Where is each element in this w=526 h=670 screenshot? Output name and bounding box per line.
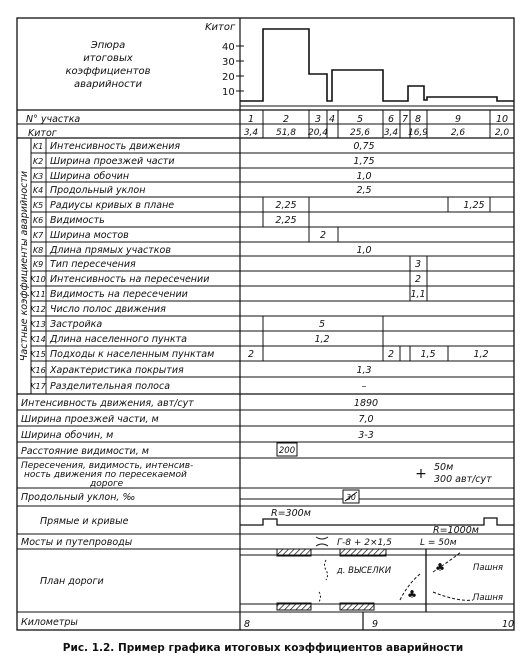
field-label: Пашня xyxy=(472,593,504,603)
section-number: 5 xyxy=(356,114,364,125)
epure-tick-30: 30 xyxy=(222,57,235,68)
coef-value: 0,75 xyxy=(353,141,375,152)
info-value: 7,0 xyxy=(358,414,374,425)
info-label: дороге xyxy=(90,479,124,489)
coef-code: K16 xyxy=(30,366,46,375)
info-label: Мосты и путепроводы xyxy=(21,537,133,548)
km-value: 8 xyxy=(244,619,251,630)
plan-curve-line xyxy=(240,518,514,525)
coef-value: 2 xyxy=(387,349,395,360)
coef-value: 1,1 xyxy=(410,289,426,300)
coef-value: 1,0 xyxy=(356,245,372,256)
coef-code: K9 xyxy=(32,260,44,269)
info-label: Интенсивность движения, авт/сут xyxy=(21,398,194,409)
kitog-value: 3,4 xyxy=(243,128,259,138)
curve-radius-label: R=300м xyxy=(271,508,311,519)
coef-label: Видимость на пересечении xyxy=(50,289,188,300)
kitog-value: 2,0 xyxy=(494,128,510,138)
coef-code: K12 xyxy=(30,305,46,314)
epure-label-3: коэффициентов xyxy=(65,66,151,77)
figure-caption: Рис. 1.2. Пример графика итоговых коэффициентов аварийности xyxy=(62,642,464,654)
coef-label: Интенсивность на пересечении xyxy=(50,274,210,285)
section-number: 6 xyxy=(387,114,395,125)
kitog-value: 25,6 xyxy=(349,128,371,138)
coef-value: 1,5 xyxy=(420,349,436,360)
coef-label: Число полос движения xyxy=(50,304,166,315)
coef-code: K3 xyxy=(32,172,44,181)
coef-value: 1,75 xyxy=(353,156,375,167)
field-label: Пашня xyxy=(472,563,504,573)
section-number: 10 xyxy=(495,114,509,125)
info-value: 300 авт/сут xyxy=(434,474,492,485)
coef-code: K10 xyxy=(30,275,46,284)
coef-value: 1,3 xyxy=(356,365,372,376)
bridge-dimension-label: Г-8 + 2×1,5 xyxy=(337,538,392,548)
coef-code: K14 xyxy=(30,335,46,344)
coef-label: Застройка xyxy=(50,319,103,330)
kitog-value: 20,4 xyxy=(307,128,329,138)
coef-label: Ширина мостов xyxy=(50,230,129,241)
coef-value: 1,25 xyxy=(463,200,485,211)
coef-label: Характеристика покрытия xyxy=(50,365,184,376)
coef-label: Подходы к населенным пунктам xyxy=(50,349,215,360)
section-number: 3 xyxy=(314,114,322,125)
section-number: 7 xyxy=(401,114,409,125)
section-number: 1 xyxy=(247,114,255,125)
epure-label-1: Эпюра xyxy=(90,40,126,51)
info-value: 30 xyxy=(346,493,356,502)
coef-code: K4 xyxy=(32,186,44,195)
coef-label: Интенсивность движения xyxy=(50,141,181,152)
section-number: 2 xyxy=(282,114,290,125)
info-label: ность движения по пересекаемой xyxy=(24,470,187,480)
info-label: План дороги xyxy=(40,576,104,587)
coef-value: 1,2 xyxy=(314,334,330,345)
info-label: Ширина обочин, м xyxy=(21,430,114,441)
coef-value: 2,5 xyxy=(356,185,372,196)
coef-code: K17 xyxy=(30,382,46,391)
bridge-icon xyxy=(316,537,328,546)
coef-value: 2,25 xyxy=(275,200,297,211)
coef-label: Продольный уклон xyxy=(50,185,146,196)
info-value: 200 xyxy=(278,446,296,456)
coef-label: Видимость xyxy=(50,215,105,226)
kitog-row-label: Kитог xyxy=(28,128,57,139)
coef-label: Длина прямых участков xyxy=(50,245,171,256)
epure-tick-20: 20 xyxy=(222,72,235,83)
coef-label: Ширина обочин xyxy=(50,171,130,182)
kitog-value: 2,6 xyxy=(450,128,466,138)
coef-value: 2 xyxy=(319,230,327,241)
section-number: 8 xyxy=(414,114,422,125)
kitog-value: 3,4 xyxy=(383,128,399,138)
coef-code: K8 xyxy=(32,246,44,255)
section-number: 4 xyxy=(328,114,336,125)
epure-label-2: итоговых xyxy=(83,53,133,64)
coef-value: 3 xyxy=(414,259,422,270)
coef-code: K11 xyxy=(30,290,46,299)
coef-code: K1 xyxy=(32,142,44,151)
coef-value: 1,2 xyxy=(473,349,489,360)
section-number: 9 xyxy=(454,114,462,125)
coef-value: – xyxy=(361,381,367,392)
km-value: 10 xyxy=(502,619,515,630)
intersection-plus-icon: + xyxy=(415,466,427,482)
bridge-length-label: L = 50м xyxy=(420,538,457,548)
village-label: д. ВЫСЕЛКИ xyxy=(336,566,392,576)
tree-icon: ♣ xyxy=(407,588,417,601)
coef-label: Длина населенного пункта xyxy=(50,334,187,345)
info-rows xyxy=(17,398,514,630)
kitog-value: 16,9 xyxy=(407,128,429,138)
coef-label: Тип пересечения xyxy=(50,259,136,270)
epure-tick-10: 10 xyxy=(222,87,235,98)
info-label: Пересечения, видимость, интенсив- xyxy=(21,461,194,471)
coef-label: Ширина проезжей части xyxy=(50,156,175,167)
coef-value: 2 xyxy=(247,349,255,360)
coef-rows xyxy=(17,138,514,394)
coef-value: 1,0 xyxy=(356,171,372,182)
info-label: Продольный уклон, ‰ xyxy=(21,492,136,503)
coef-label: Радиусы кривых в плане xyxy=(50,200,175,211)
epure-axis-title: Kитог xyxy=(205,22,236,33)
info-label: Ширина проезжей части, м xyxy=(21,414,159,425)
epure-tick-40: 40 xyxy=(222,42,235,53)
info-value: 1890 xyxy=(353,398,379,409)
coef-value: 5 xyxy=(318,319,326,330)
coef-code: K5 xyxy=(32,201,44,210)
curve-radius-label: R=1000м xyxy=(433,525,479,536)
info-value: 3-3 xyxy=(358,430,374,441)
coef-code: K13 xyxy=(30,320,46,329)
coef-code: K6 xyxy=(32,216,44,225)
coef-code: K2 xyxy=(32,157,44,166)
info-label: Прямые и кривые xyxy=(40,516,129,527)
coef-cells xyxy=(248,141,490,392)
info-label: Километры xyxy=(21,617,78,628)
kitog-values xyxy=(244,128,510,138)
coef-code: K15 xyxy=(30,350,46,359)
info-value: 50м xyxy=(434,462,454,473)
coef-group-label: Частные коэффициенты аварийности xyxy=(19,170,30,362)
km-value: 9 xyxy=(372,619,379,630)
coef-code: K7 xyxy=(32,231,44,240)
coef-value: 2 xyxy=(414,274,422,285)
section-row-label: N° участка xyxy=(26,114,81,125)
epure-label-4: аварийности xyxy=(74,79,142,90)
tree-icon: ♣ xyxy=(435,561,445,574)
coef-label: Разделительная полоса xyxy=(50,381,171,392)
kitog-value: 51,8 xyxy=(275,128,297,138)
epure-block xyxy=(65,22,514,106)
epure-step-curve xyxy=(240,29,514,101)
coef-value: 2,25 xyxy=(275,215,297,226)
section-numbers xyxy=(248,114,508,125)
info-label: Расстояние видимости, м xyxy=(21,446,149,457)
